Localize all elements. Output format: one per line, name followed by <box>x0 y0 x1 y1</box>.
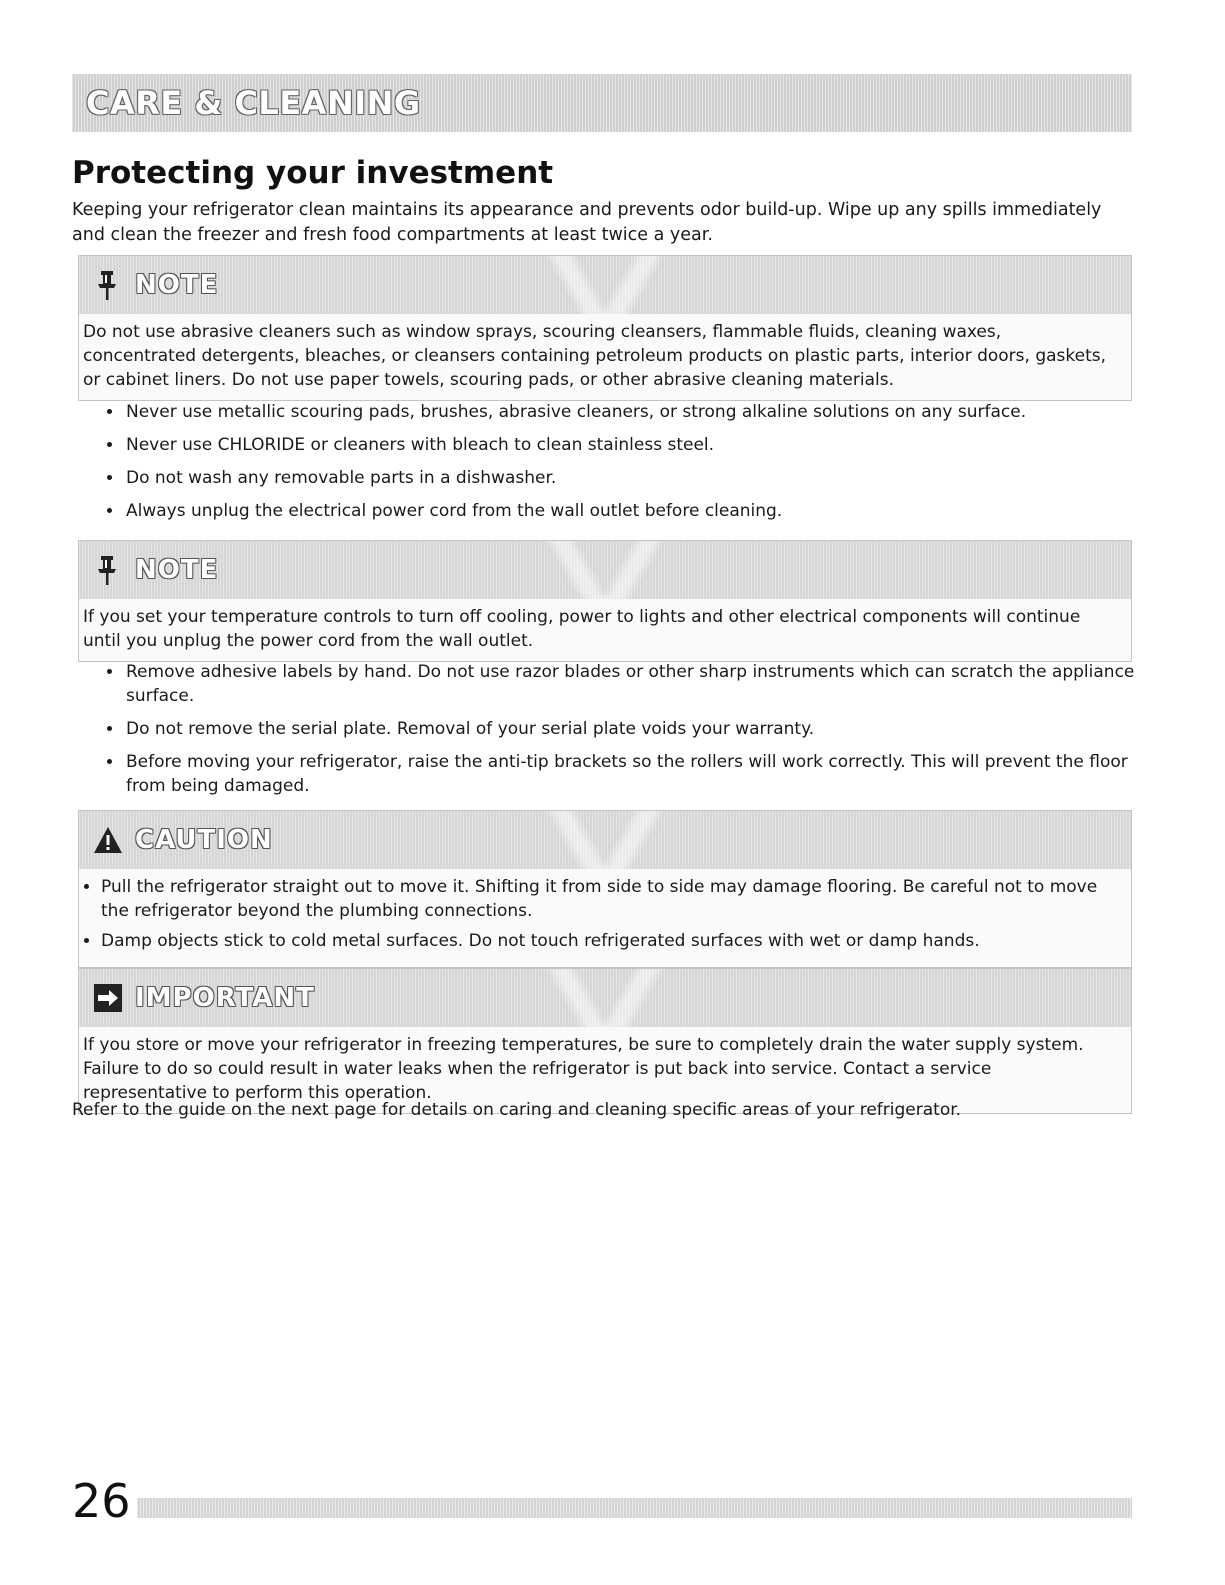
care-bullets-2 <box>92 660 1164 807</box>
note-callout-1-label: NOTE <box>135 270 219 300</box>
note-callout-1 <box>78 255 1132 401</box>
note-callout-2-text: If you set your temperature controls to turn off cooling, power to lights and other electrical components will continue until you unplug the power cord from the wall outlet. <box>83 607 1081 651</box>
intro-paragraph: Keeping your refrigerator clean maintains its appearance and prevents odor build-up. Wipe up any spills immediately and clean the freezer and fresh food compartments at least twice a year. <box>72 200 1102 245</box>
pushpin-icon <box>93 553 123 587</box>
caution-callout-label: CAUTION <box>135 825 273 855</box>
list-item: • Always unplug the electrical power cord from the wall outlet before cleaning. <box>124 499 1164 523</box>
important-callout-label: IMPORTANT <box>135 983 315 1013</box>
arrow-box-icon <box>93 981 123 1015</box>
important-callout-header <box>79 969 1131 1027</box>
list-item: • Damp objects stick to cold metal surfaces. Do not touch refrigerated surfaces with wet or damp hands. <box>101 929 1119 953</box>
note-callout-2-label: NOTE <box>135 555 219 585</box>
page-heading: Protecting your investment <box>72 155 554 191</box>
caution-callout <box>78 810 1132 968</box>
page-number: 26 <box>72 1474 131 1528</box>
note-callout-2-header <box>79 541 1131 599</box>
footer-rule <box>137 1498 1132 1518</box>
caution-callout-header <box>79 811 1131 869</box>
caution-callout-body <box>79 869 1131 967</box>
important-callout-text: If you store or move your refrigerator in freezing temperatures, be sure to completely drain the water supply system. Failure to do so could result in water leaks when the refrigerator is put back into service. Contact a service representative to perform this operation. <box>83 1035 1084 1103</box>
list-item: • Never use CHLORIDE or cleaners with bleach to clean stainless steel. <box>124 433 1164 457</box>
closing-paragraph: Refer to the guide on the next page for details on caring and cleaning specific areas of your refrigerator. <box>72 1100 962 1120</box>
list-item: • Pull the refrigerator straight out to move it. Shifting it from side to side may damage flooring. Be careful not to move the refrigerator beyond the plumbing connections. <box>101 875 1119 923</box>
note-callout-2-body <box>79 599 1131 661</box>
note-callout-1-body <box>79 314 1131 400</box>
list-item: • Never use metallic scouring pads, brushes, abrasive cleaners, or strong alkaline solutions on any surface. <box>124 400 1164 424</box>
page-footer <box>72 1468 1132 1526</box>
note-callout-1-text: Do not use abrasive cleaners such as window sprays, scouring cleansers, flammable fluids, cleaning waxes, concentrated detergents, bleaches, or cleansers containing petroleum products on plastic parts, interior doors, gaskets, or cabinet liners. Do not use paper towels, scouring pads, or other abrasive cleaning materials. <box>83 322 1107 390</box>
section-title: CARE & CLEANING <box>86 84 421 122</box>
list-item: • Do not remove the serial plate. Removal of your serial plate voids your warranty. <box>124 717 1164 741</box>
pushpin-icon <box>93 268 123 302</box>
care-bullets-1 <box>92 400 1164 532</box>
important-callout <box>78 968 1132 1114</box>
note-callout-2 <box>78 540 1132 662</box>
list-item: • Remove adhesive labels by hand. Do not use razor blades or other sharp instruments which can scratch the appliance surface. <box>124 660 1164 708</box>
section-banner <box>72 74 1132 132</box>
note-callout-1-header <box>79 256 1131 314</box>
list-item: • Before moving your refrigerator, raise the anti-tip brackets so the rollers will work correctly. This will prevent the floor from being damaged. <box>124 750 1164 798</box>
warning-triangle-icon <box>93 823 123 857</box>
list-item: • Do not wash any removable parts in a dishwasher. <box>124 466 1164 490</box>
caution-list <box>83 875 1119 953</box>
